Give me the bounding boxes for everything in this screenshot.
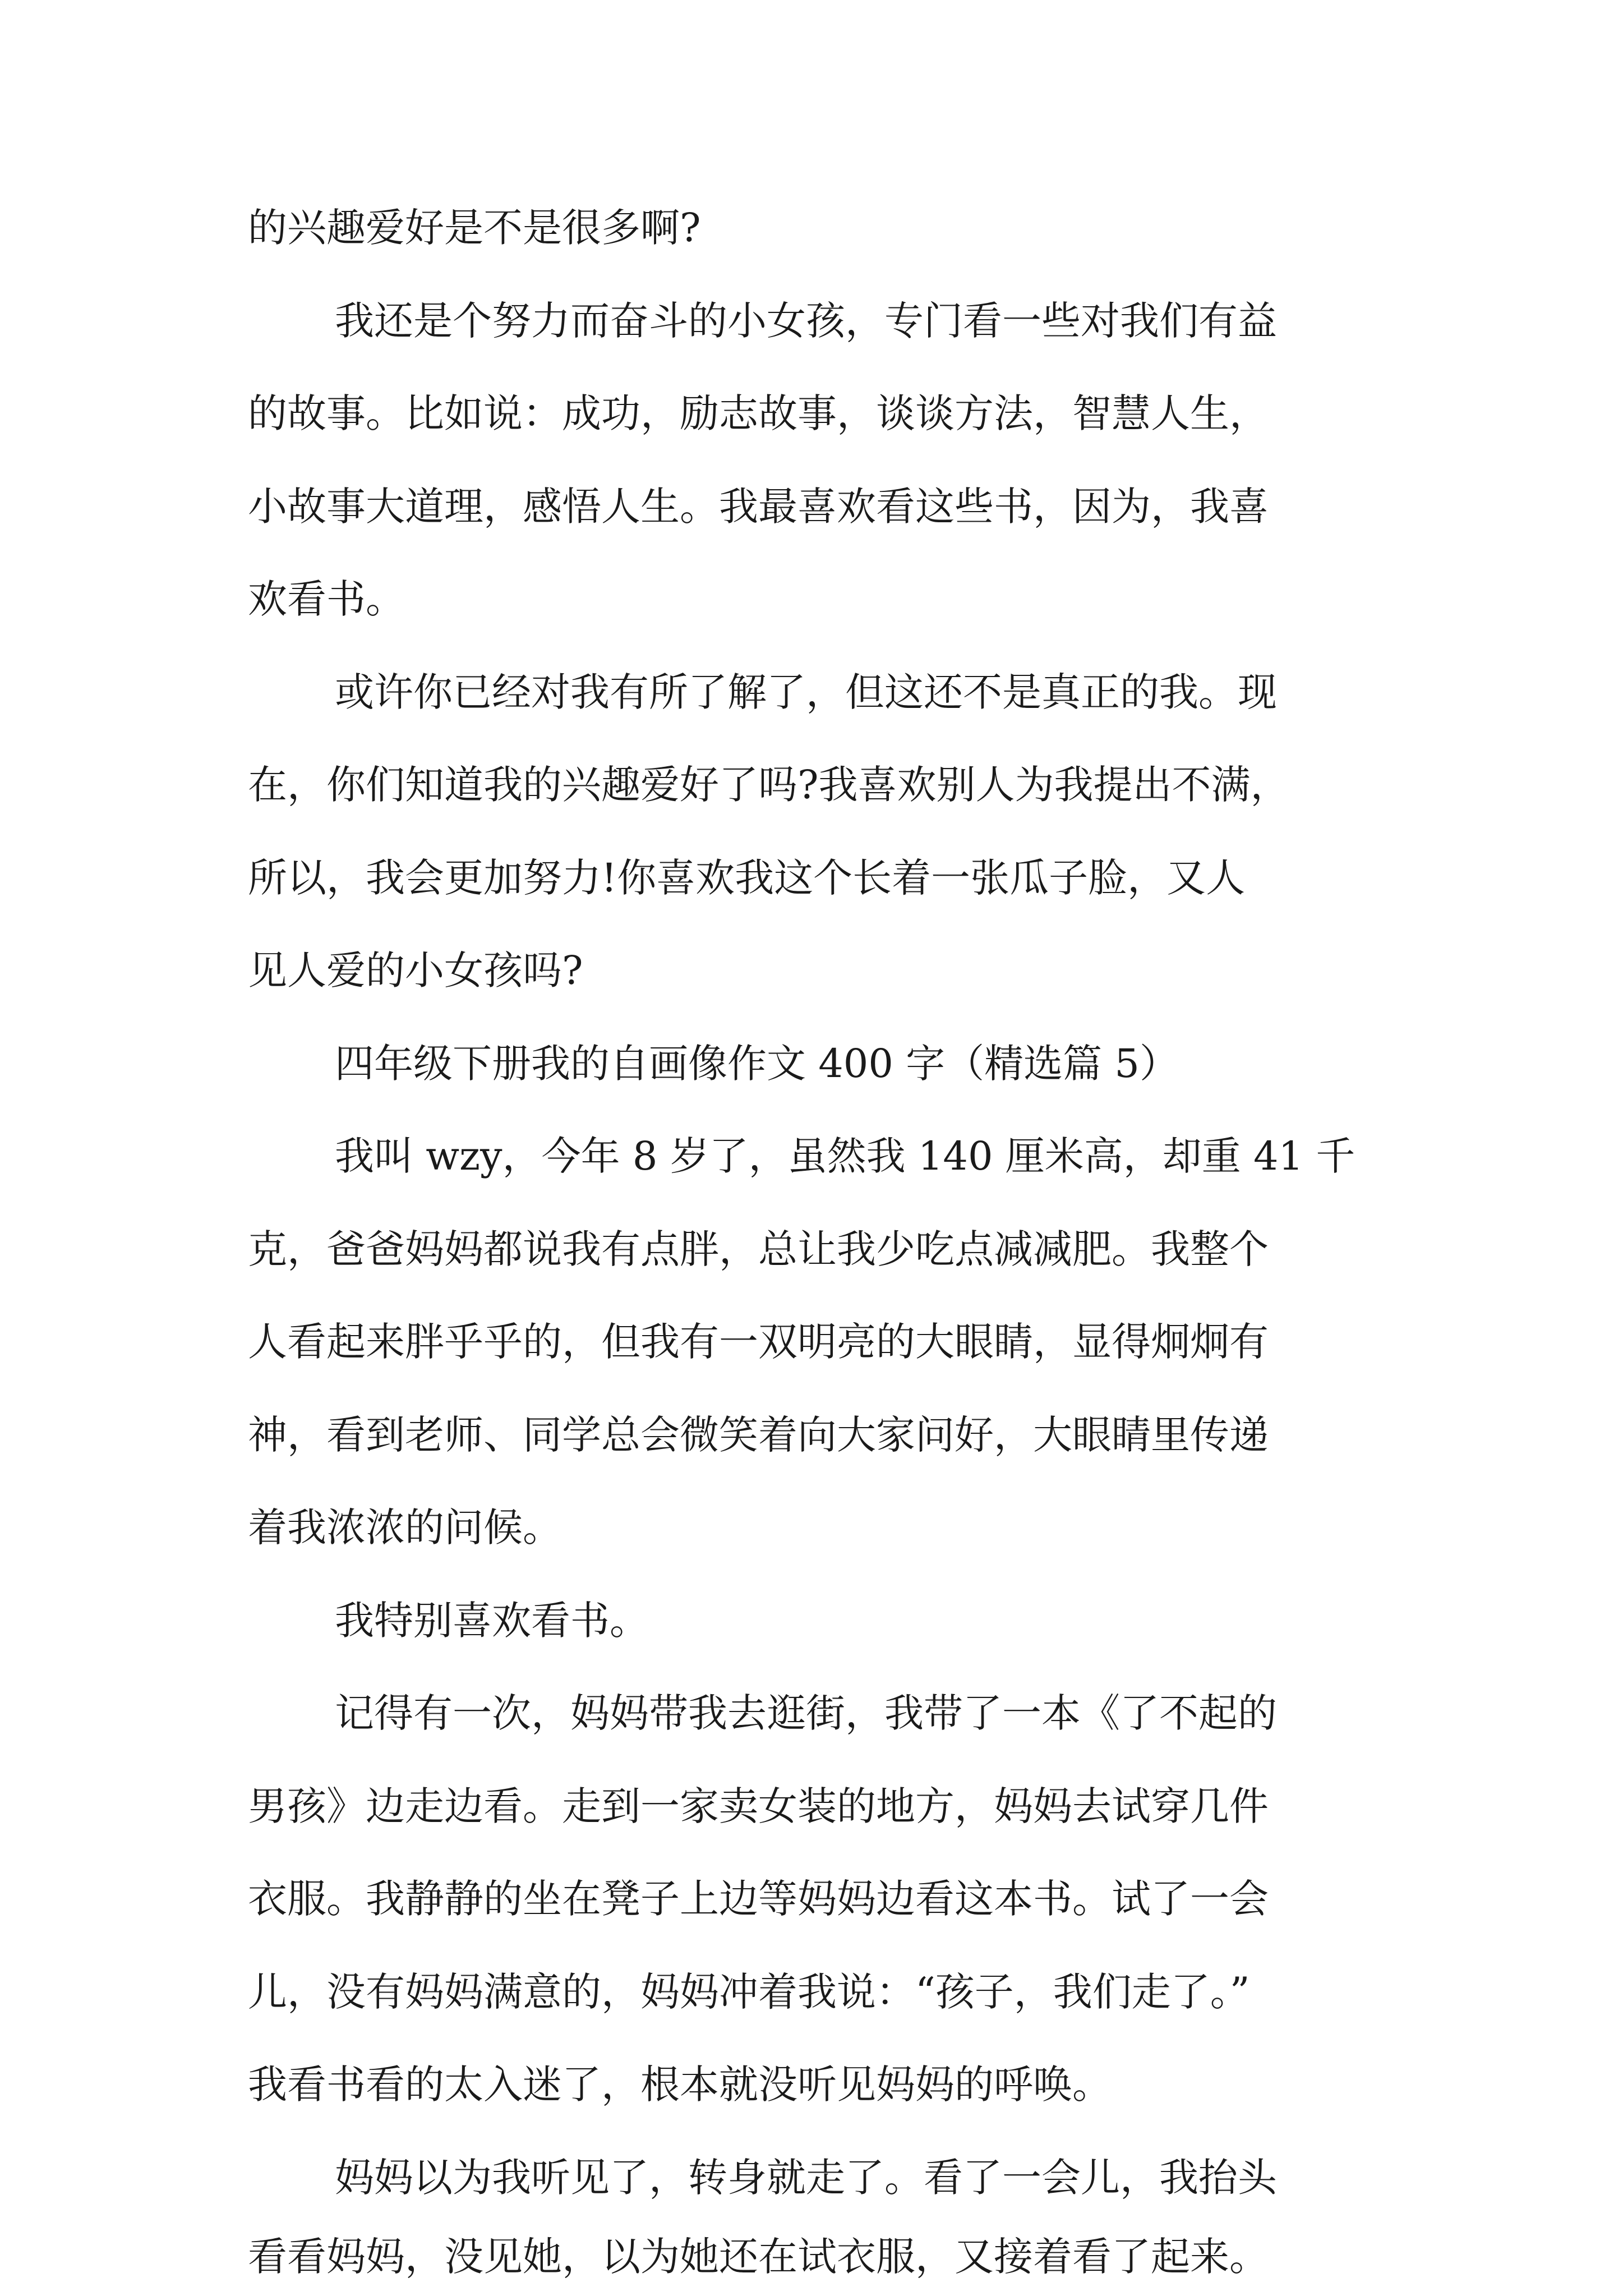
line-text: 所以，我会更加努力!你喜欢我这个长着一张瓜子脸，又人	[248, 855, 1246, 901]
line-text: 衣服。我静静的坐在凳子上边等妈妈边看这本书。试了一会	[248, 1876, 1269, 1922]
line-text: 欢看书。	[248, 576, 405, 622]
line-text: 记得有一次，妈妈带我去逛街，我带了一本《了不起的	[335, 1690, 1277, 1736]
line-text: 神，看到老师、同学总会微笑着向大家问好，大眼睛里传递	[248, 1412, 1269, 1458]
text-line	[0, 1210, 1623, 1289]
heading-text: 四年级下册我的自画像作文 400 字（精选篇 5）	[335, 1041, 1179, 1087]
line-text: 在，你们知道我的兴趣爱好了吗?我喜欢别人为我提出不满，	[248, 762, 1290, 808]
line-text: 着我浓浓的问候。	[248, 1504, 562, 1550]
line-text: 或许你已经对我有所了解了，但这还不是真正的我。现	[335, 669, 1277, 715]
text-line	[0, 1396, 1623, 1474]
line-text: 见人爱的小女孩吗?	[248, 947, 583, 993]
text-line	[0, 2045, 1623, 2124]
text-line	[0, 1581, 1623, 1660]
section-heading	[0, 1024, 1623, 1103]
text-line	[0, 1860, 1623, 1938]
text-line	[0, 746, 1623, 824]
text-line	[0, 1117, 1623, 1195]
text-line	[0, 2217, 1623, 2296]
text-line	[0, 1674, 1623, 1752]
text-line	[0, 1488, 1623, 1567]
line-text: 的故事。比如说：成功，励志故事，谈谈方法，智慧人生，	[248, 390, 1269, 436]
text-line	[0, 2138, 1623, 2217]
text-line	[0, 839, 1623, 917]
text-line	[0, 188, 1623, 267]
text-line	[0, 374, 1623, 453]
line-text: 我还是个努力而奋斗的小女孩，专门看一些对我们有益	[335, 298, 1277, 344]
line-text: 儿，没有妈妈满意的，妈妈冲着我说：“孩子，我们走了。”	[248, 1969, 1250, 2015]
line-text: 克，爸爸妈妈都说我有点胖，总让我少吃点减减肥。我整个	[248, 1226, 1269, 1272]
line-text: 的兴趣爱好是不是很多啊?	[248, 205, 701, 251]
text-line	[0, 1767, 1623, 1846]
text-line	[0, 653, 1623, 731]
text-line	[0, 467, 1623, 546]
line-text: 看看妈妈，没见她，以为她还在试衣服，又接着看了起来。	[248, 2234, 1269, 2280]
text-line	[0, 1953, 1623, 2031]
line-text: 妈妈以为我听见了，转身就走了。看了一会儿，我抬头	[335, 2155, 1277, 2201]
text-line	[0, 560, 1623, 638]
line-text: 人看起来胖乎乎的，但我有一双明亮的大眼睛，显得炯炯有	[248, 1319, 1269, 1365]
line-text: 我特别喜欢看书。	[335, 1598, 649, 1644]
line-text: 男孩》边走边看。走到一家卖女装的地方，妈妈去试穿几件	[248, 1783, 1269, 1829]
line-text: 小故事大道理，感悟人生。我最喜欢看这些书，因为，我喜	[248, 484, 1269, 530]
text-line	[0, 931, 1623, 1010]
text-line	[0, 1303, 1623, 1381]
line-text: 我看书看的太入迷了，根本就没听见妈妈的呼唤。	[248, 2062, 1112, 2108]
text-line	[0, 282, 1623, 360]
line-text: 我叫 wzy，今年 8 岁了，虽然我 140 厘米高，却重 41 千	[335, 1133, 1355, 1179]
